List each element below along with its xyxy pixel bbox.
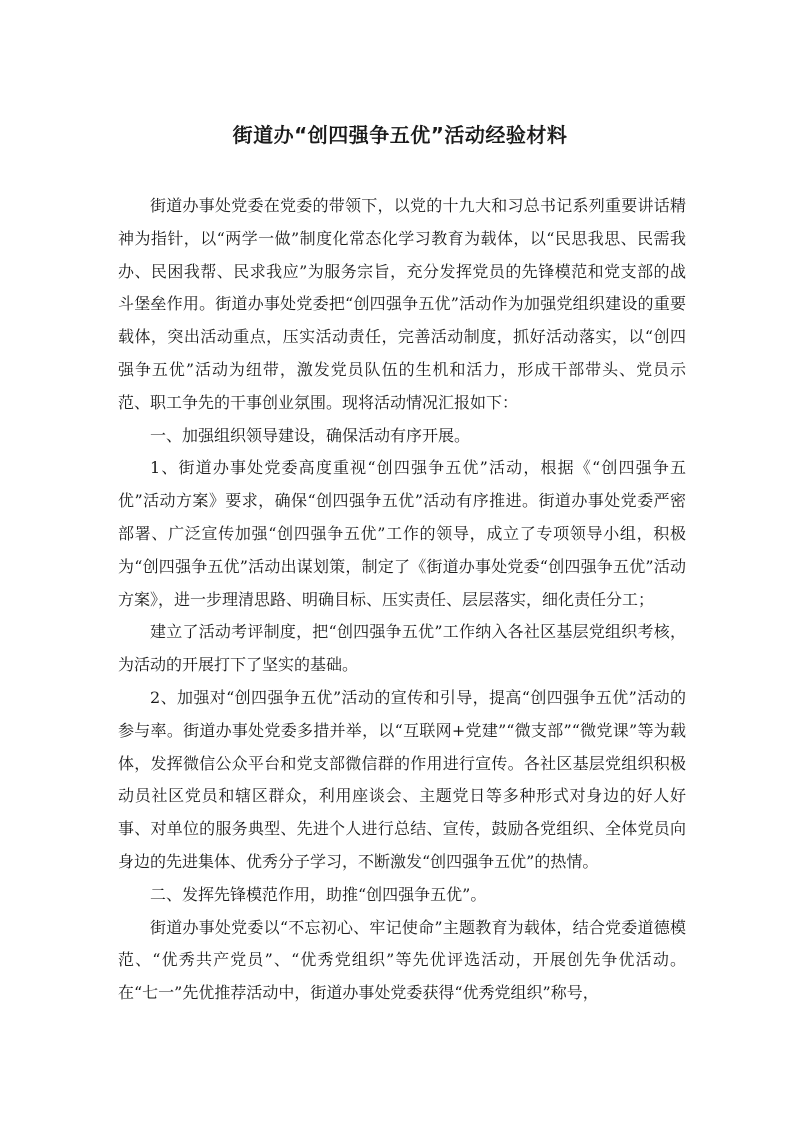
paragraph-section-2: 街道办事处党委以“不忘初心、牢记使命”主题教育为载体，结合党委道德模范、“优秀共产党员”、“优秀党组织”等先优评选活动，开展创先争优活动。在“七一”先优推荐活动中，街道办事处党委获得“优秀党组织”称号， [118, 917, 686, 1003]
paragraph-evaluation-system: 建立了活动考评制度，把“创四强争五优”工作纳入各社区基层党组织考核，为活动的开展打下了坚实的基础。 [118, 622, 686, 675]
section-heading-2: 二、发挥先锋模范作用，助推“创四强争五优”。 [150, 884, 487, 904]
paragraph-item-1: 1、街道办事处党委高度重视“创四强争五优”活动，根据《“创四强争五优”活动方案》要求，确保“创四强争五优”活动有序推进。街道办事处党委严密部署、广泛宣传加强“创四强争五优”工作的领导，成立了专项领导小组，积极为“创四强争五优”活动出谋划策，制定了《街道办事处党委“创四强争五优”活动方案》，进一步理清思路、明确目标、压实责任、层层落实，细化责任分工； [118, 458, 686, 609]
paragraph-intro: 街道办事处党委在党委的带领下，以党的十九大和习总书记系列重要讲话精神为指针，以“两学一做”制度化常态化学习教育为载体，以“民思我思、民需我办、民困我帮、民求我应”为服务宗旨，充分发挥党员的先锋模范和党支部的战斗堡垒作用。街道办事处党委把“创四强争五优”活动作为加强党组织建设的重要载体，突出活动重点，压实活动责任，完善活动制度，抓好活动落实，以“创四强争五优”活动为纽带，激发党员队伍的生机和活力，形成干部带头、党员示范、职工争先的干事创业氛围。现将活动情况汇报如下： [118, 196, 686, 412]
document-body [118, 190, 686, 1010]
section-heading-1: 一、加强组织领导建设，确保活动有序开展。 [150, 425, 471, 445]
paragraph-item-2: 2、加强对“创四强争五优”活动的宣传和引导，提高“创四强争五优”活动的参与率。街道办事处党委多措并举，以“互联网+党建”“微支部”“微党课”等为载体，发挥微信公众平台和党支部微信群的作用进行宣传。各社区基层党组织积极动员社区党员和辖区群众，利用座谈会、主题党日等多种形式对身边的好人好事、对单位的服务典型、先进个人进行总结、宣传，鼓励各党组织、全体党员向身边的先进集体、优秀分子学习，不断激发“创四强争五优”的热情。 [118, 687, 686, 871]
document-title: 街道办“创四强争五优”活动经验材料 [232, 123, 568, 147]
